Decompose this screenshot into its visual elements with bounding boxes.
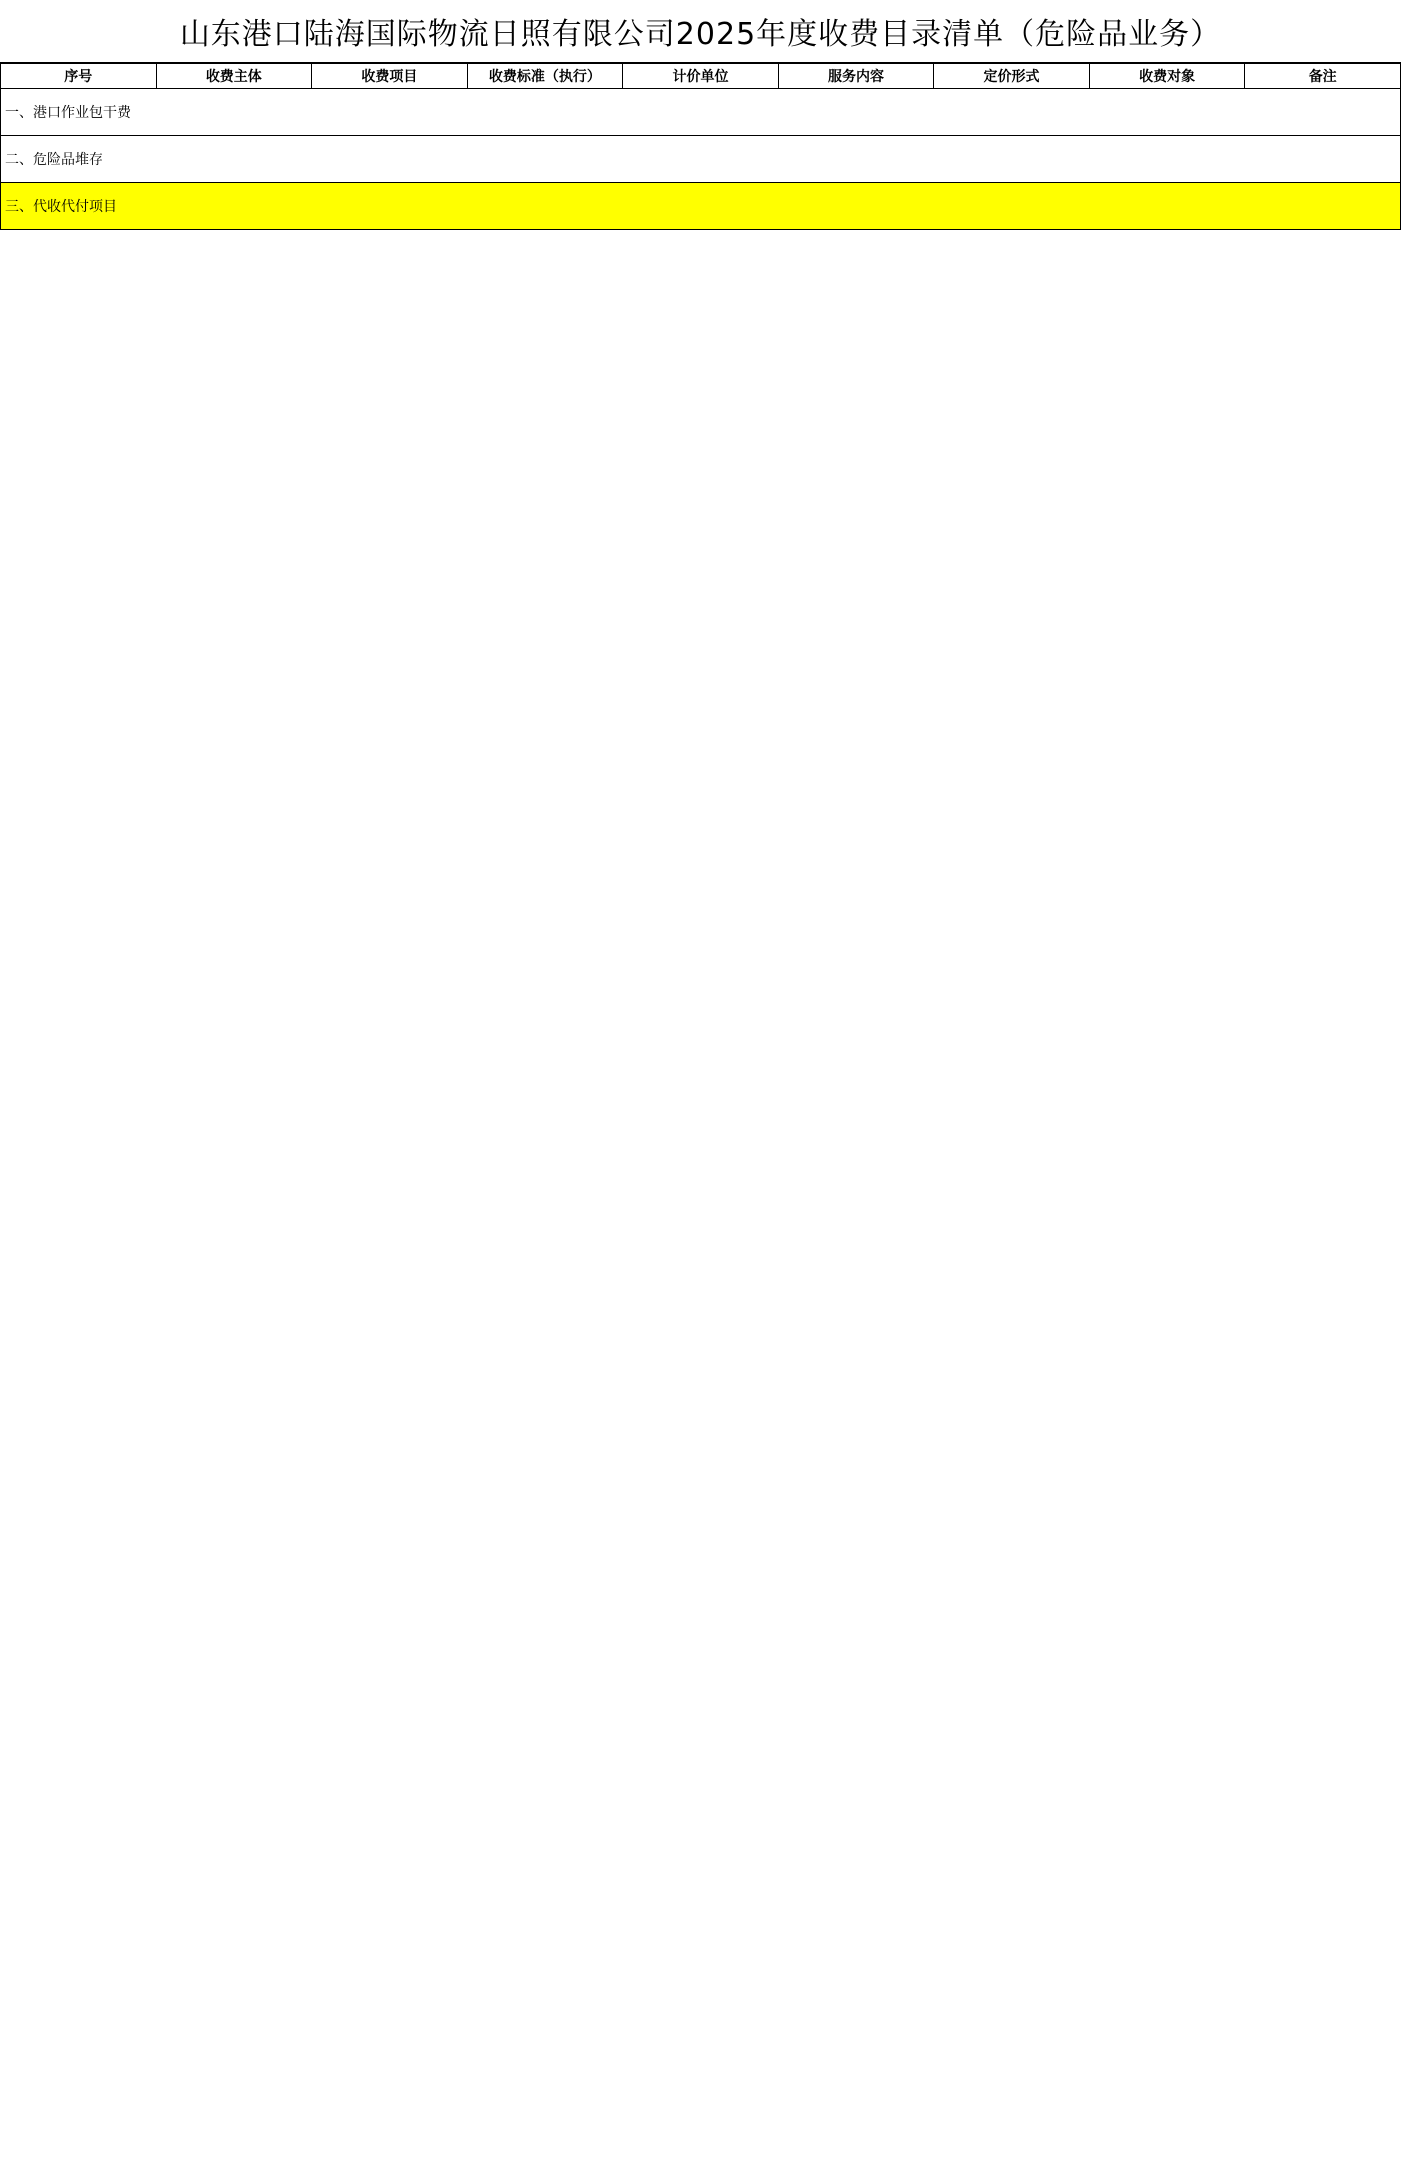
section-header: 三、代收代付项目 [1, 183, 1401, 230]
page-title: 山东港口陆海国际物流日照有限公司2025年度收费目录清单（危险品业务） [0, 0, 1401, 63]
section-header: 一、港口作业包干费 [1, 89, 1401, 136]
header-service: 服务内容 [778, 64, 934, 89]
header-pricing: 定价形式 [934, 64, 1090, 89]
fee-table [0, 63, 1401, 230]
header-unit: 计价单位 [623, 64, 779, 89]
header-target: 收费对象 [1089, 64, 1245, 89]
header-seq: 序号 [1, 64, 157, 89]
header-remark: 备注 [1245, 64, 1401, 89]
header-standard: 收费标准（执行） [467, 64, 623, 89]
header-entity: 收费主体 [156, 64, 312, 89]
section-header: 二、危险品堆存 [1, 136, 1401, 183]
header-item: 收费项目 [312, 64, 468, 89]
